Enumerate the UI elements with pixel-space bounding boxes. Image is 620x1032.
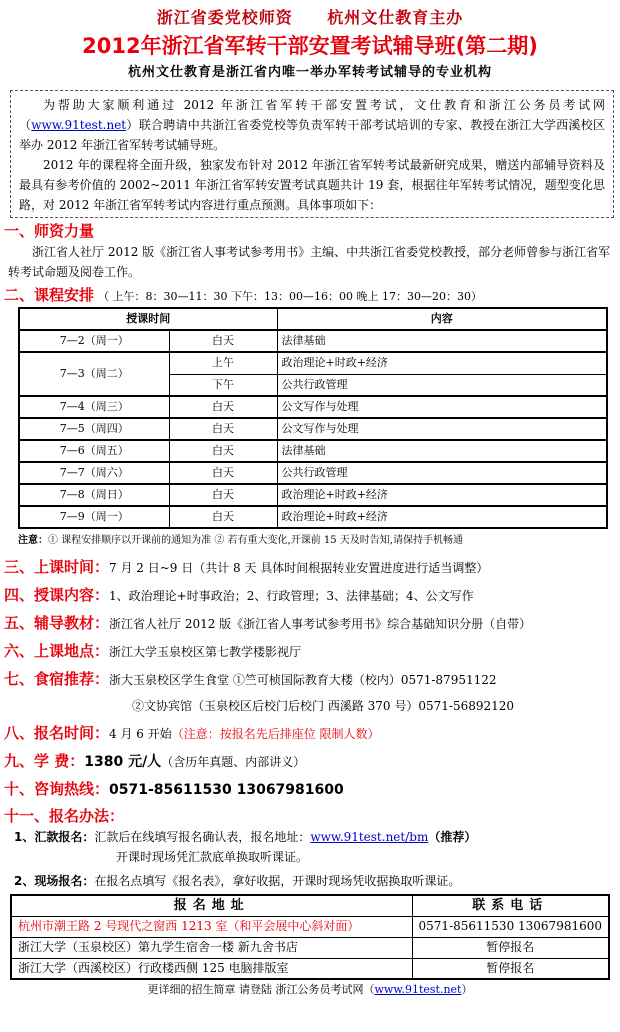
address-cell: 浙江大学（西溪校区）行政楼西侧 125 电脑排版室 — [11, 958, 412, 979]
slot-cell: 白天 — [169, 396, 277, 418]
signup-row — [4, 719, 616, 747]
col-content-header: 内容 — [277, 308, 607, 330]
phone-cell: 暂停报名 — [412, 958, 609, 979]
slot-cell: 白天 — [169, 462, 277, 484]
lodging-row — [4, 665, 616, 693]
course-content-value: 1、政治理论+时事政治；2、行政管理；3、法律基础；4、公文写作 — [109, 589, 474, 603]
fee-value: 1380 元/人 — [84, 754, 162, 770]
materials-label: 五、辅导教材： — [4, 614, 110, 632]
intro-paragraph-2: 2012 年的课程将全面升级，独家发布针对 2012 年浙江省军转考试最新研究成果，赠送内部辅导资料及最具有参考价值的 2002~2011 年浙江省军转安置考试真题共计 19 套，根据往年军转考试情况，题型变化思路，对 2012 年浙江省军转考试内容进行重点预测。具体事项如下： — [19, 158, 605, 212]
date-cell: 7—3（周二） — [19, 352, 169, 396]
fee-row — [4, 747, 616, 775]
sponsor-line — [4, 0, 616, 30]
content-cell: 公共行政管理 — [277, 462, 607, 484]
remit-label: 1、汇款报名： — [14, 830, 95, 844]
table-row — [19, 462, 607, 484]
note-text: ① 课程安排顺序以开课前的通知为准 ② 若有重大变化,开课前 15 天及时告知,请保持手机畅通 — [48, 535, 463, 546]
footer-end: ） — [461, 983, 473, 996]
col-time-header: 授课时间 — [19, 308, 277, 330]
signup-label: 八、报名时间： — [4, 724, 110, 742]
sponsor-left: 浙江省委党校师资 — [156, 8, 293, 27]
course-content-label: 四、授课内容： — [4, 586, 110, 604]
table-row — [11, 916, 609, 937]
hotline-value: 0571-85611530 13067981600 — [109, 782, 344, 798]
remit-line-2: 开课时现场凭汇款底单换取听课证。 — [116, 850, 309, 864]
content-cell: 法律基础 — [277, 330, 607, 352]
table-row — [19, 506, 607, 528]
table-row — [19, 396, 607, 418]
fee-label: 九、学 费： — [4, 752, 85, 770]
intro-box — [10, 90, 614, 218]
phone-cell: 0571-85611530 13067981600 — [412, 916, 609, 937]
content-cell: 公共行政管理 — [277, 374, 607, 396]
col-address-header: 报名地址 — [11, 895, 412, 916]
address-table — [10, 894, 610, 980]
content-cell: 法律基础 — [277, 440, 607, 462]
intro-paragraph-1 — [19, 95, 605, 155]
lodging-label: 七、食宿推荐： — [4, 670, 110, 688]
class-time-label: 三、上课时间： — [4, 558, 110, 576]
lodging-value-1: 浙大玉泉校区学生食堂 ①竺可桢国际教育大楼（校内）0571-87951122 — [109, 673, 497, 687]
table-row — [19, 330, 607, 352]
slot-cell: 白天 — [169, 440, 277, 462]
faculty-text: 浙江省人社厅 2012 版《浙江省人事考试参考用书》主编、中共浙江省委党校教授，部分老师曾参与浙江省军转考试命题及阅卷工作。 — [8, 245, 611, 279]
registration-heading: 十一、报名办法： — [4, 807, 125, 825]
schedule-header-row — [19, 308, 607, 330]
onsite-line — [4, 871, 616, 891]
date-cell: 7—4（周三） — [19, 396, 169, 418]
content-cell: 政治理论+时政+经济 — [277, 506, 607, 528]
date-cell: 7—8（周日） — [19, 484, 169, 506]
phone-cell: 暂停报名 — [412, 937, 609, 958]
remit-recommend: （推荐） — [428, 830, 477, 844]
footer-link[interactable]: www.91test.net — [374, 983, 462, 996]
address-header-row — [11, 895, 609, 916]
slot-cell: 白天 — [169, 506, 277, 528]
content-cell: 公文写作与处理 — [277, 418, 607, 440]
address-cell: 杭州市潮王路 2 号现代之窗西 1213 室（和平会展中心斜对面） — [11, 916, 412, 937]
content-cell: 公文写作与处理 — [277, 396, 607, 418]
faculty-heading: 一、师资力量 — [4, 222, 95, 240]
table-row — [19, 418, 607, 440]
col-phone-header: 联系电话 — [412, 895, 609, 916]
remit-line — [4, 827, 616, 847]
slot-cell: 白天 — [169, 484, 277, 506]
website-link[interactable]: www.91test.net — [31, 118, 127, 132]
intro-text: 为帮助大家顺利通过 2012 年浙江省军转干部安置考试，文仕教育和浙江公务员考试网（ — [19, 98, 605, 132]
slot-cell: 白天 — [169, 330, 277, 352]
materials-value: 浙江省人社厅 2012 版《浙江省人事考试参考用书》综合基础知识分册（自带） — [109, 617, 532, 631]
remit-text: 汇款后在线填写报名确认表，报名地址： — [94, 830, 311, 844]
date-cell: 7—6（周五） — [19, 440, 169, 462]
onsite-label: 2、现场报名： — [14, 874, 95, 888]
schedule-header — [4, 284, 616, 306]
location-label: 六、上课地点： — [4, 642, 110, 660]
date-cell: 7—9（周一） — [19, 506, 169, 528]
slot-cell: 上午 — [169, 352, 277, 374]
materials-row — [4, 609, 616, 637]
class-time-row — [4, 553, 616, 581]
page-title: 2012年浙江省军转干部安置考试辅导班(第二期) — [82, 34, 538, 58]
schedule-notes — [18, 529, 616, 553]
slot-cell: 下午 — [169, 374, 277, 396]
slot-cell: 白天 — [169, 418, 277, 440]
date-cell: 7—2（周一） — [19, 330, 169, 352]
table-row — [19, 440, 607, 462]
date-cell: 7—5（周四） — [19, 418, 169, 440]
signup-note: （注意：按报名先后排座位 限制人数） — [171, 727, 380, 741]
note-label: 注意： — [18, 535, 48, 546]
content-cell: 政治理论+时政+经济 — [277, 352, 607, 374]
onsite-text: 在报名点填写《报名表》，拿好收据，开课时现场凭收据换取听课证。 — [94, 874, 461, 888]
table-row — [11, 958, 609, 979]
table-row — [19, 484, 607, 506]
registration-link[interactable]: www.91test.net/bm — [310, 830, 429, 844]
page-subtitle: 杭州文仕教育是浙江省内唯一举办军转考试辅导的专业机构 — [127, 65, 492, 80]
schedule-hours: （ 上午：8：30—11：30 下午：13：00—16：00 晚上 17：30—20：30） — [98, 290, 482, 303]
class-time-value: 7 月 2 日~9 日（共计 8 天 具体时间根据转业安置进度进行适当调整） — [109, 561, 489, 575]
location-row — [4, 637, 616, 665]
lodging-value-2: ②文协宾馆（玉泉校区后校门后校门 西溪路 370 号）0571-56892120 — [132, 699, 515, 713]
footer — [4, 982, 616, 998]
schedule-table — [18, 307, 608, 529]
hotline-label: 十、咨询热线： — [4, 780, 110, 798]
fee-note: （含历年真题、内部讲义） — [161, 755, 306, 769]
intro-text: ）联合聘请中共浙江省委党校等负责军转干部考试培训的专家、教授在浙江大学西溪校区举办 2012 年浙江省军转考试辅导班。 — [19, 118, 605, 152]
footer-text: 更详细的招生简章 请登陆 浙江公务员考试网（ — [147, 983, 375, 996]
hotline-row — [4, 775, 616, 803]
signup-value: 4 月 6 开始 — [109, 727, 172, 741]
location-value: 浙江大学玉泉校区第七教学楼影视厅 — [109, 645, 302, 659]
date-cell: 7—7（周六） — [19, 462, 169, 484]
schedule-heading: 二、课程安排 — [4, 286, 95, 304]
content-cell: 政治理论+时政+经济 — [277, 484, 607, 506]
sponsor-right: 杭州文仕教育主办 — [327, 8, 464, 27]
table-row — [11, 937, 609, 958]
table-row — [19, 352, 607, 374]
address-cell: 浙江大学（玉泉校区）第九学生宿舍一楼 新九舍书店 — [11, 937, 412, 958]
course-content-row — [4, 581, 616, 609]
